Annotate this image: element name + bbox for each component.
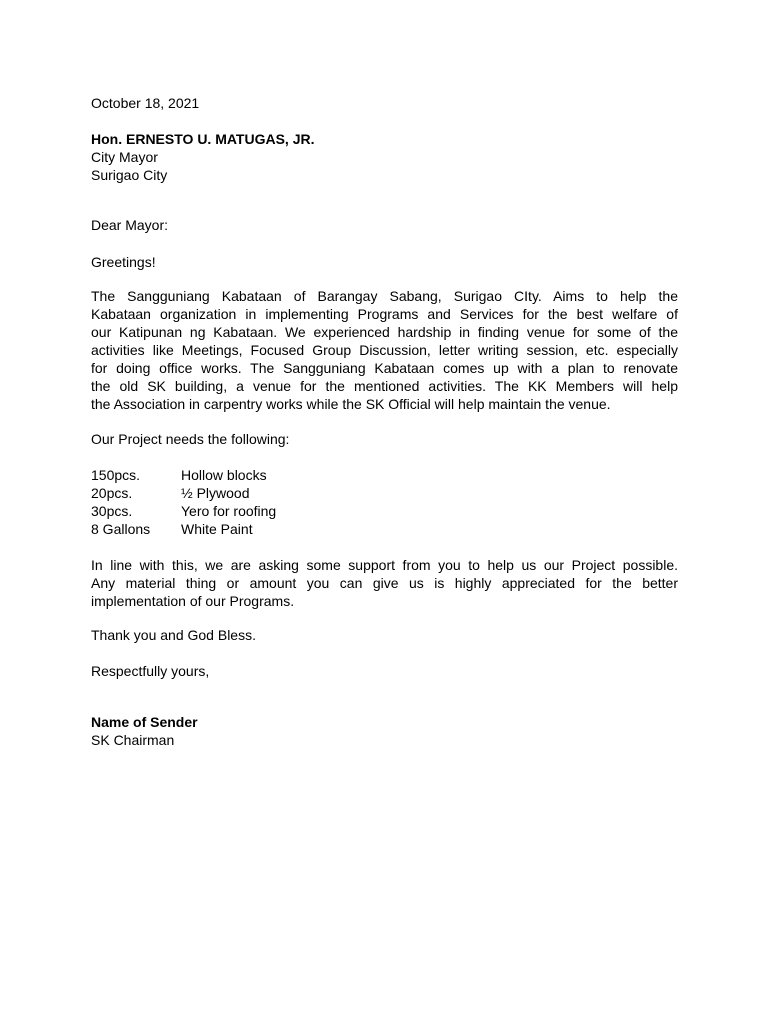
request-paragraph xyxy=(91,556,678,610)
needs-intro-text: Our Project needs the following: xyxy=(91,431,290,447)
recipient-title: City Mayor xyxy=(91,149,158,165)
body-line: Kabataan organization in implementing Programs and Services for the best welfare of xyxy=(91,306,678,322)
item-quantity: 150pcs. xyxy=(91,467,141,483)
body-paragraph xyxy=(91,287,678,413)
salutation xyxy=(91,216,678,234)
closing-text: Respectfully yours, xyxy=(91,663,210,679)
thanks-line xyxy=(91,626,678,644)
request-line: implementation of our Programs. xyxy=(91,593,295,609)
sender-name: Name of Sender xyxy=(91,714,198,730)
item-quantity: 8 Gallons xyxy=(91,521,151,537)
signature-block xyxy=(91,713,678,749)
recipient-name: ERNESTO U. MATUGAS, JR. xyxy=(126,131,315,147)
thanks-text: Thank you and God Bless. xyxy=(91,627,256,643)
recipient-honorific: Hon. xyxy=(91,131,123,147)
body-line: activities like Meetings, Focused Group Discussion, letter writing session, etc. especially xyxy=(91,342,678,358)
recipient-name-line xyxy=(91,130,678,148)
item-quantity: 30pcs. xyxy=(91,503,133,519)
item-description: Yero for roofing xyxy=(181,503,277,519)
greeting xyxy=(91,253,678,271)
recipient-location: Surigao City xyxy=(91,167,168,183)
date-text: October 18, 2021 xyxy=(91,95,200,111)
list-item xyxy=(91,520,678,538)
body-line: for doing office works. The Sangguniang Kabataan comes up with a plan to renovate xyxy=(91,360,678,376)
list-item xyxy=(91,484,678,502)
body-line: the old SK building, a venue for the mentioned activities. The KK Members will help xyxy=(91,378,678,394)
body-line: our Katipunan ng Kabataan. We experienced hardship in finding venue for some of the xyxy=(91,324,678,340)
closing xyxy=(91,662,678,680)
item-description: White Paint xyxy=(181,521,253,537)
greeting-text: Greetings! xyxy=(91,254,156,270)
item-quantity: 20pcs. xyxy=(91,485,133,501)
letter-date xyxy=(91,94,678,112)
body-line: The Sangguniang Kabataan of Barangay Sabang, Surigao CIty. Aims to help the xyxy=(91,288,678,304)
recipient-block xyxy=(91,130,678,184)
items-list xyxy=(91,466,678,538)
request-line: Any material thing or amount you can give us is highly appreciated for the better xyxy=(91,575,678,591)
item-description: Hollow blocks xyxy=(181,467,267,483)
sender-title: SK Chairman xyxy=(91,732,175,748)
body-line: the Association in carpentry works while the SK Official will help maintain the venue. xyxy=(91,396,611,412)
request-line: In line with this, we are asking some support from you to help us our Project possible. xyxy=(91,557,678,573)
needs-intro xyxy=(91,430,678,448)
item-description: ½ Plywood xyxy=(181,485,250,501)
salutation-text: Dear Mayor: xyxy=(91,217,169,233)
list-item xyxy=(91,502,678,520)
list-item xyxy=(91,466,678,484)
